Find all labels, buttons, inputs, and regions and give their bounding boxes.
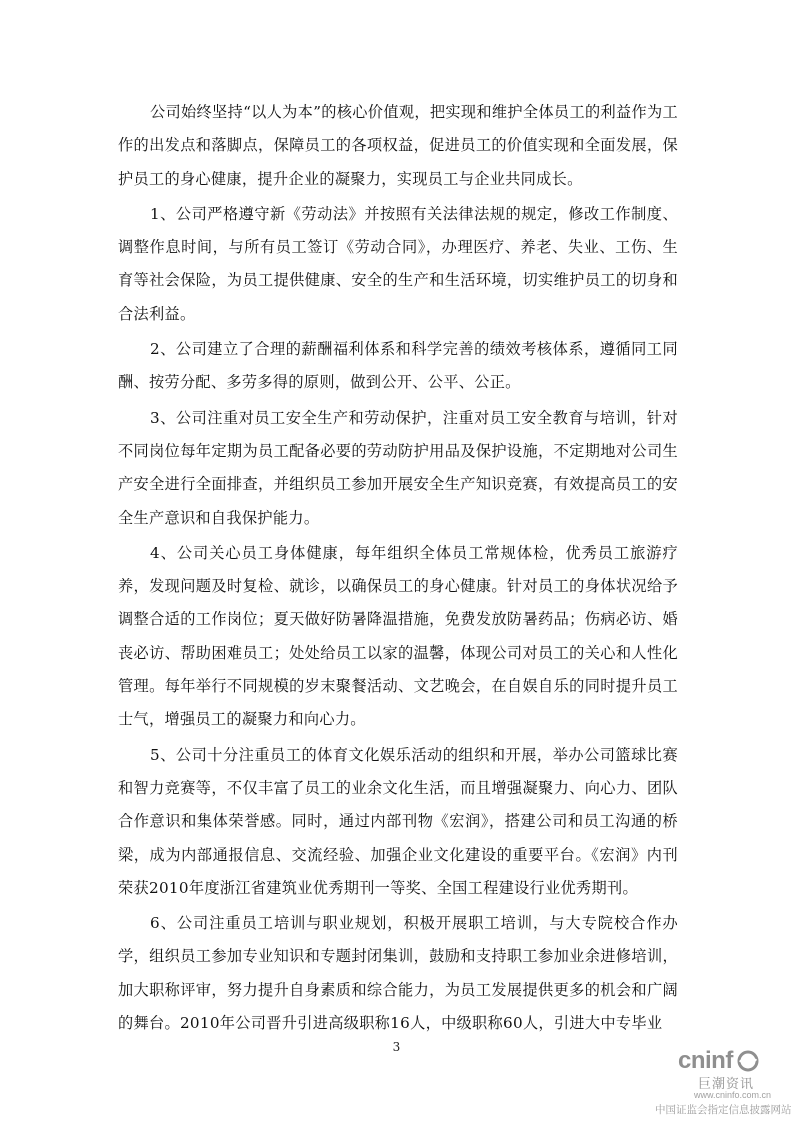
document-body (118, 96, 678, 1042)
swirl-logo-icon (736, 1049, 760, 1073)
paragraph-4: 4、公司关心员工身体健康，每年组织全体员工常规体检，优秀员工旅游疗养，发现问题及时复检、就诊，以确保员工的身心健康。针对员工的身体状况给予调整合适的工作岗位；夏天做好防暑降温措施，免费发放防暑药品；伤病必访、婚丧必访、帮助困难员工；处处给员工以家的温馨，体现公司对员工的关心和人性化管理。每年举行不同规模的岁末聚餐活动、文艺晚会，在自娱自乐的同时提升员工士气，增强员工的凝聚力和向心力。 (118, 543, 678, 729)
paragraph-6: 6、公司注重员工培训与职业规划，积极开展职工培训，与大专院校合作办学，组织员工参加专业知识和专题封闭集训，鼓励和支持职工参加业余进修培训，加大职称评审，努力提升自身素质和综合能力，为员工发展提供更多的机会和广阔的舞台。2010年公司晋升引进高级职称16人，中级职称60人，引进大中专毕业 (118, 914, 678, 1033)
watermark-logo (678, 1048, 733, 1074)
watermark-logo-text: cninf (678, 1047, 733, 1074)
watermark-caption: 中国证监会指定信息披露网站 (655, 1104, 792, 1116)
watermark-chinese-name: 巨潮资讯 (698, 1076, 755, 1091)
paragraph-2: 2、公司建立了合理的薪酬福利体系和科学完善的绩效考核体系，遵循同工同酬、按劳分配、多劳多得的原则，做到公开、公平、公正。 (118, 340, 678, 392)
watermark-url: www.cninfo.com.cn (694, 1090, 772, 1100)
page-number: 3 (392, 1040, 401, 1054)
paragraph-3: 3、公司注重对员工安全生产和劳动保护，注重对员工安全教育与培训，针对不同岗位每年定期为员工配备必要的劳动防护用品及保护设施，不定期地对公司生产安全进行全面排查，并组织员工参加开展安全生产知识竞赛，有效提高员工的安全生产意识和自我保护能力。 (118, 408, 678, 527)
cninfo-watermark (640, 1048, 790, 1118)
paragraph-intro: 公司始终坚持“以人为本”的核心价值观，把实现和维护全体员工的利益作为工作的出发点和落脚点，保障员工的各项权益，促进员工的价值实现和全面发展，保护员工的身心健康，提升企业的凝聚力，实现员工与企业共同成长。 (118, 103, 678, 188)
paragraph-1: 1、公司严格遵守新《劳动法》并按照有关法律法规的规定，修改工作制度、调整作息时间，与所有员工签订《劳动合同》，办理医疗、养老、失业、工伤、生育等社会保险，为员工提供健康、安全的生产和生活环境，切实维护员工的切身和合法利益。 (118, 204, 678, 323)
paragraph-5: 5、公司十分注重员工的体育文化娱乐活动的组织和开展，举办公司篮球比赛和智力竞赛等，不仅丰富了员工的业余文化生活，而且增强凝聚力、向心力、团队合作意识和集体荣誉感。同时，通过内部刊物《宏润》，搭建公司和员工沟通的桥梁，成为内部通报信息、交流经验、加强企业文化建设的重要平台。《宏润》内刊荣获2010年度浙江省建筑业优秀期刊一等奖、全国工程建设行业优秀期刊。 (118, 745, 678, 897)
